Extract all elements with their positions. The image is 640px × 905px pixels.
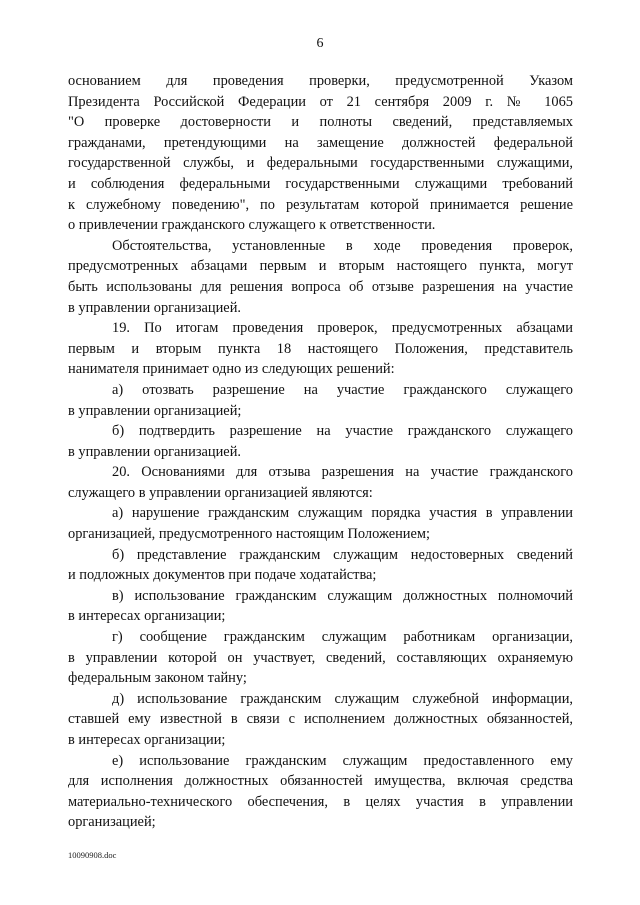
text-line: материально-технического обеспечения, в целях участия в управлении <box>68 793 573 810</box>
text-line: служащего в управлении организацией являются: <box>68 484 373 501</box>
text-line: Обстоятельства, установленные в ходе проведения проверок, <box>112 237 573 254</box>
text-line: б) подтвердить разрешение на участие гражданского служащего <box>112 423 573 440</box>
text-line: г) сообщение гражданским служащим работникам организации, <box>112 629 573 646</box>
text-line: государственной службы, и федеральными государственными служащими, <box>68 155 573 172</box>
text-line: ставшей ему известной в связи с исполнением должностных обязанностей, <box>68 711 573 728</box>
text-line: и подложных документов при подаче ходатайства; <box>68 567 377 584</box>
text-line: в управлении организацией. <box>68 443 241 460</box>
text-line: 20. Основаниями для отзыва разрешения на участие гражданского <box>112 464 573 481</box>
text-line: о привлечении гражданского служащего к ответственности. <box>68 217 436 234</box>
text-line: гражданами, претендующими на замещение должностей федеральной <box>68 134 573 151</box>
text-line: в) использование гражданским служащим должностных полномочий <box>112 587 573 604</box>
text-line: федеральным законом тайну; <box>68 670 247 687</box>
file-name-footer: 10090908.doc <box>68 850 117 860</box>
document-body <box>68 71 573 833</box>
text-line: а) нарушение гражданским служащим порядка участия в управлении <box>112 505 573 522</box>
text-line: быть использованы для решения вопроса об отзыве разрешения на участие <box>68 278 573 295</box>
text-line: к служебному поведению", по результатам которой принимается решение <box>68 196 573 213</box>
text-line: "О проверке достоверности и полноты сведений, представляемых <box>68 114 573 131</box>
text-line: организацией; <box>68 814 156 831</box>
text-line: первым и вторым пункта 18 настоящего Положения, представитель <box>68 340 573 357</box>
text-line: е) использование гражданским служащим предоставленного ему <box>112 752 573 769</box>
text-line: 19. По итогам проведения проверок, предусмотренных абзацами <box>112 320 573 337</box>
text-line: б) представление гражданским служащим недостоверных сведений <box>112 546 573 563</box>
text-line: для исполнения должностных обязанностей имущества, включая средства <box>68 773 573 790</box>
text-line: в управлении организацией; <box>68 402 242 419</box>
text-line: в управлении которой он участвует, сведений, составляющих охраняемую <box>68 649 573 666</box>
text-line: в интересах организации; <box>68 732 226 748</box>
text-line: основанием для проведения проверки, предусмотренной Указом <box>68 73 573 89</box>
text-line: а) отозвать разрешение на участие гражданского служащего <box>112 381 573 398</box>
text-line: нанимателя принимает одно из следующих решений: <box>68 361 395 378</box>
text-line: в интересах организации; <box>68 608 226 625</box>
text-line: Президента Российской Федерации от 21 сентября 2009 г. № 1065 <box>68 93 573 110</box>
text-line: д) использование гражданским служащим служебной информации, <box>112 690 573 707</box>
page-number: 6 <box>316 36 324 51</box>
text-line: и соблюдения федеральными государственными служащими требований <box>68 175 573 192</box>
text-line: предусмотренных абзацами первым и вторым настоящего пункта, могут <box>68 258 573 275</box>
text-line: организацией, предусмотренного настоящим Положением; <box>68 526 430 543</box>
text-line: в управлении организацией. <box>68 299 241 316</box>
